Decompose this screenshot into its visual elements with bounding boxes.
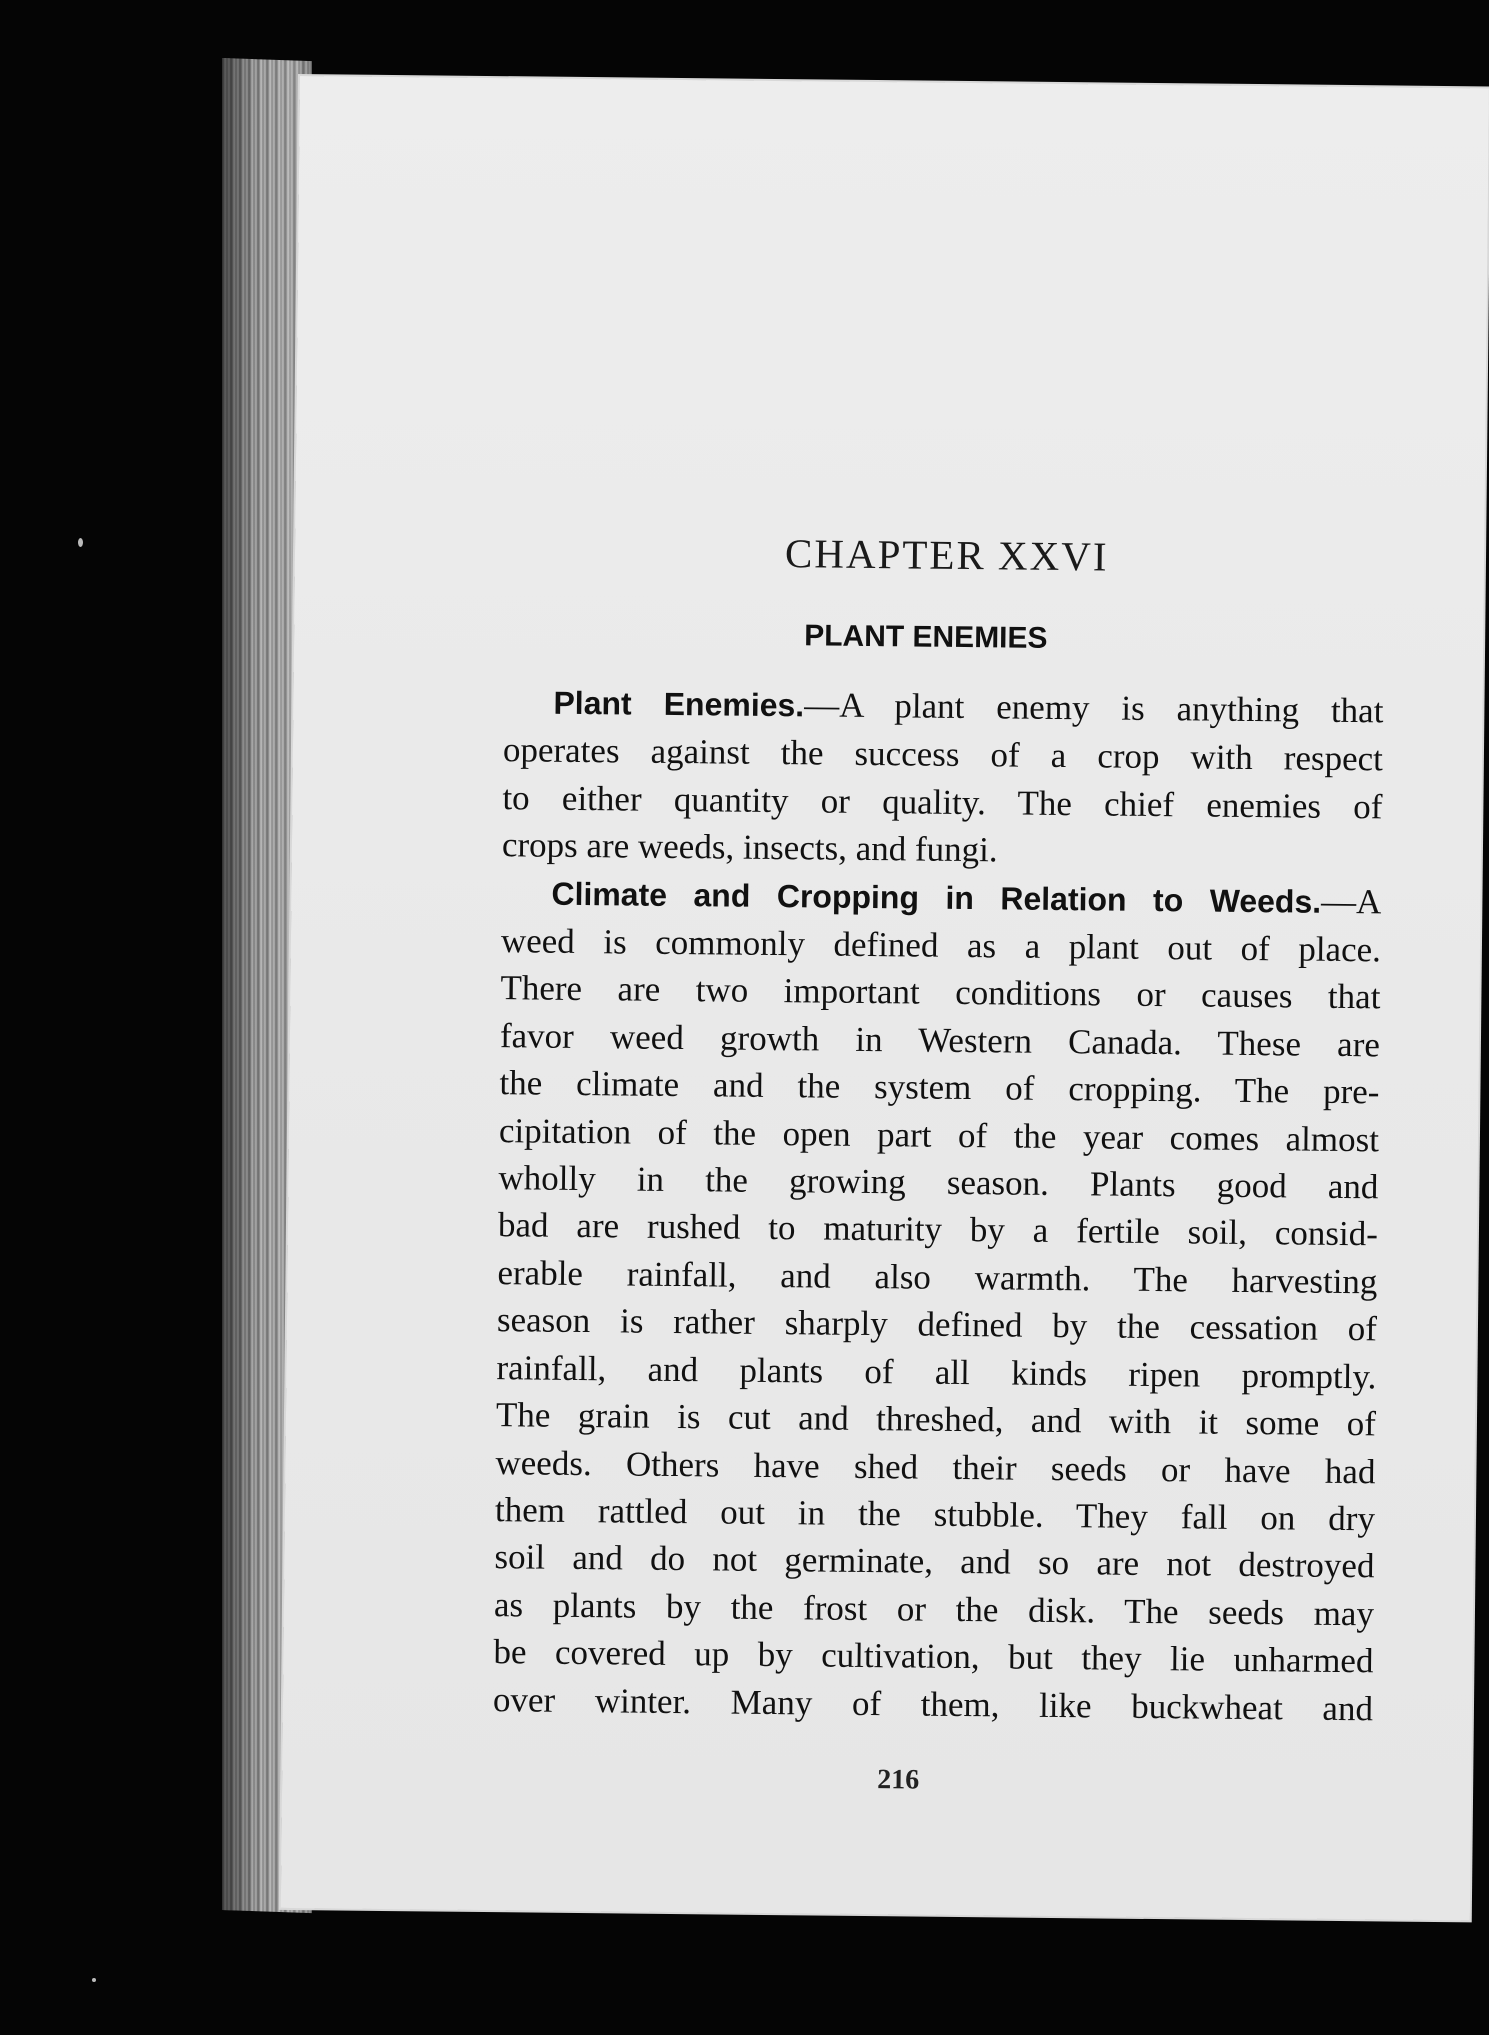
body-text [493, 678, 1384, 1732]
text-line: soil and do not germinate, and so are not destroyed [494, 1537, 1375, 1586]
text-line: cipitation of the open part of the year comes almost [498, 1110, 1380, 1160]
text-line: erable rainfall, and also warmth. The harvesting [497, 1253, 1378, 1302]
text-line: wholly in the growing season. Plants good and [498, 1158, 1379, 1207]
dust-speck [92, 1978, 96, 1982]
text-line: weed is commonly defined as a plant out of place. [500, 921, 1382, 970]
text-line: bad are rushed to maturity by a fertile soil, consid- [497, 1205, 1379, 1254]
paragraph [493, 869, 1382, 1732]
text-line: weeds. Others have shed their seeds or have had [495, 1442, 1376, 1491]
text-line: favor weed growth in Western Canada. These are [499, 1015, 1381, 1065]
text-line: the climate and the system of cropping. The pre- [499, 1063, 1380, 1112]
text-line-content: —A plant enemy is anything that [804, 685, 1384, 731]
text-line: them rattled out in the stubble. They fall on dry [494, 1490, 1376, 1539]
paragraph [502, 678, 1384, 878]
text-line: be covered up by cultivation, but they lie unharmed [493, 1632, 1374, 1681]
book-page [281, 76, 1489, 1920]
text-line: as plants by the frost or the disk. The seeds may [493, 1584, 1375, 1634]
text-line-content: —A [1320, 881, 1382, 921]
dust-speck [78, 538, 83, 547]
text-line: rainfall, and plants of all kinds ripen promptly. [496, 1347, 1377, 1397]
text-line: crops are weeds, insects, and fungi. [501, 825, 998, 870]
text-line: to either quantity or quality. The chief enemies of [502, 777, 1383, 827]
text-line: season is rather sharply defined by the cessation of [496, 1300, 1378, 1349]
page-number: 216 [877, 1764, 920, 1796]
run-in-heading: Plant Enemies. [553, 684, 805, 724]
run-in-heading: Climate and Cropping in Relation to Weeds. [551, 875, 1322, 920]
text-line: over winter. Many of them, like buckwheat and [492, 1679, 1374, 1728]
text-line: operates against the success of a crop with respect [502, 730, 1384, 779]
text-line: There are two important conditions or causes that [500, 968, 1381, 1017]
text-line: The grain is cut and threshed, and with it some of [495, 1395, 1377, 1444]
page-surface [281, 76, 1489, 1920]
chapter-subtitle: PLANT ENEMIES [803, 619, 1048, 655]
chapter-title: CHAPTER XXVI [784, 530, 1109, 580]
